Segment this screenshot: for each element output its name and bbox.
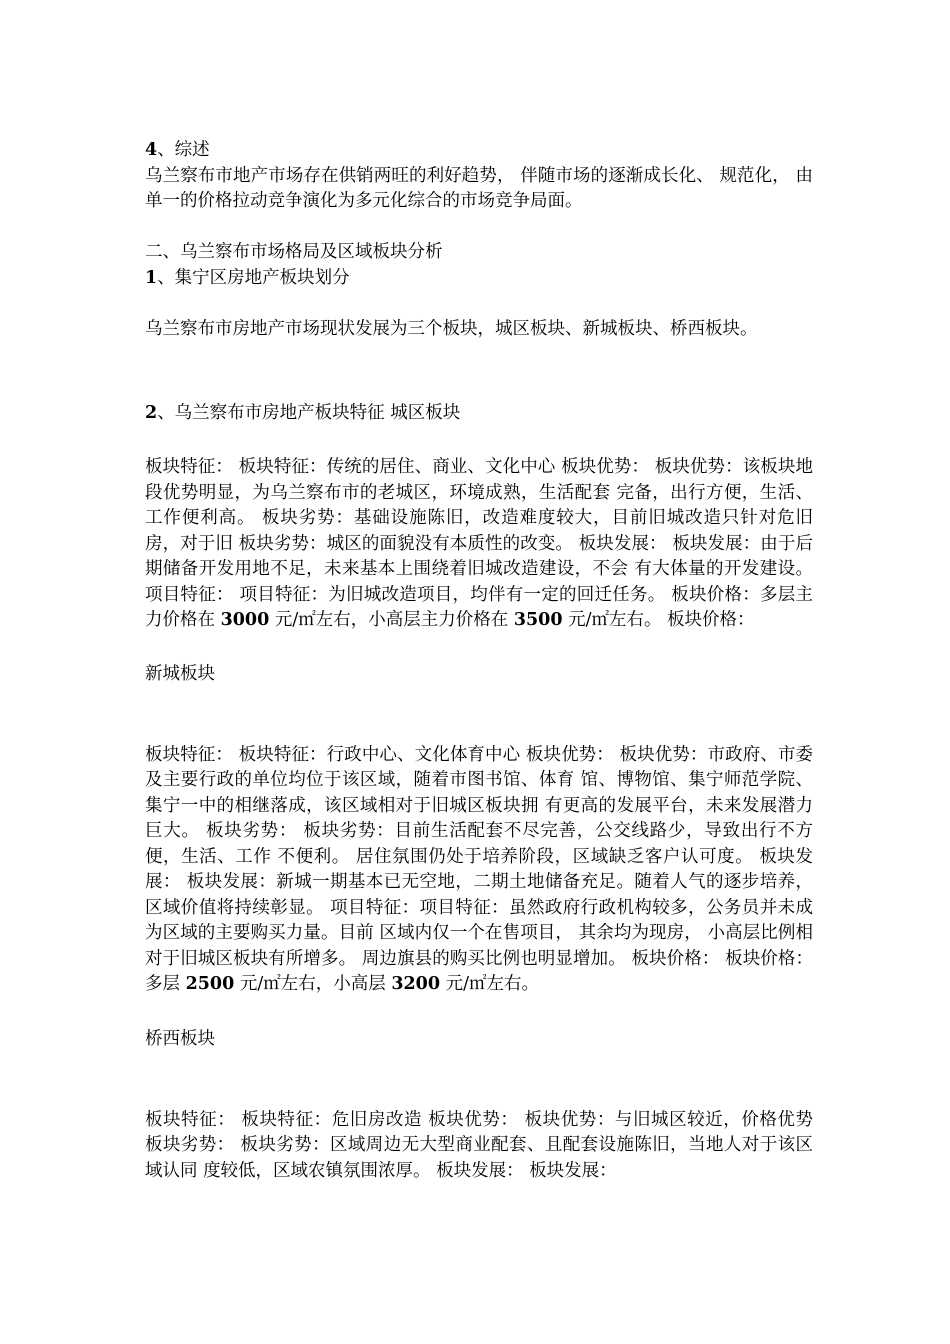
- city-block-text-b: 元/㎡左右，小高层主力价格在: [269, 610, 514, 630]
- city-block-paragraph: [145, 455, 813, 634]
- new-block-price-multistory: 2500: [185, 974, 235, 994]
- document-page: [145, 138, 813, 1184]
- sub2-heading: [145, 401, 813, 427]
- sub2-number: 2: [145, 403, 158, 423]
- west-block-paragraph: 板块特征： 板块特征：危旧房改造 板块优势： 板块优势：与旧城区较近，价格优势 板块劣势： 板块劣势：区域周边无大型商业配套、且配套设施陈旧，当地人对于该区域认同 度较低，区域农镇氛围浓厚。 板块发展： 板块发展：: [145, 1109, 813, 1181]
- new-block-price-highrise: 3200: [391, 974, 441, 994]
- city-block-price-highrise: 3500: [513, 610, 563, 630]
- city-block-text-a: 板块特征： 板块特征：传统的居住、商业、文化中心 板块优势： 板块优势：该板块地段优势明显，为乌兰察布市的老城区，环境成熟，生活配套 完备，出行方便，生活、工作便利高。 板块劣势：基础设施陈旧，改造难度较大，目前旧城改造只针对危旧房，对于旧 板块劣势：城区的面貌没有本质性的改变。 板块发展： 板块发展：由于后期储备开发用地不足，未来基本上围绕着旧城改造建设，不会 有大体量的开发建设。 项目特征： 项目特征：为旧城改造项目，均伴有一定的回迁任务。 板块价格：多层主力价格在: [145, 457, 813, 630]
- section4-body: 乌兰察布市地产市场存在供销两旺的利好趋势， 伴随市场的逐渐成长化、 规范化， 由单一的价格拉动竞争演化为多元化综合的市场竞争局面。: [145, 165, 813, 211]
- sub1-body: 乌兰察布市房地产市场现状发展为三个板块，城区板块、新城板块、桥西板块。: [145, 318, 758, 339]
- west-block-title: 桥西板块: [145, 1029, 215, 1049]
- new-block-paragraph: [145, 743, 813, 998]
- new-block-text-b: 元/㎡左右，小高层: [234, 974, 392, 994]
- new-block-title: 新城板块: [145, 664, 215, 684]
- city-block-price-multistory: 3000: [220, 610, 270, 630]
- sub2-title: 、乌兰察布市房地产板块特征 城区板块: [157, 403, 461, 423]
- sub1-title: 、集宁区房地产板块划分: [157, 267, 350, 288]
- new-block-text-c: 元/㎡左右。: [440, 974, 540, 994]
- section4-heading: [145, 138, 813, 164]
- section4-title: 、综述: [157, 140, 210, 160]
- sub1-number: 1: [145, 267, 158, 288]
- sub1-heading: [145, 266, 813, 292]
- part2-heading: 二、乌兰察布市场格局及区域板块分析: [145, 242, 443, 262]
- city-block-text-c: 元/㎡左右。 板块价格：: [562, 610, 755, 630]
- new-block-text-a: 板块特征： 板块特征：行政中心、文化体育中心 板块优势： 板块优势：市政府、市委及主要行政的单位均位于该区域，随着市图书馆、体育 馆、博物馆、集宁师范学院、集宁一中的相继落成，该区域相对于旧城区板块拥 有更高的发展平台，未来发展潜力巨大。 板块劣势： 板块劣势：目前生活配套不尽完善，公交线路少，导致出行不方便，生活、工作 不便利。 居住氛围仍处于培养阶段，区域缺乏客户认可度。 板块发展： 板块发展：新城一期基本已无空地，二期土地储备充足。随着人气的逐步培养， 区域价值将持续彰显。 项目特征：项目特征：虽然政府行政机构较多，公务员并未成为区域的主要购买力量。目前 区域内仅一个在售项目， 其余均为现房， 小高层比例相对于旧城区板块有所增多。 周边旗县的购买比例也明显增加。 板块价格： 板块价格：多层: [145, 744, 813, 994]
- section4-number: 4: [145, 140, 158, 160]
